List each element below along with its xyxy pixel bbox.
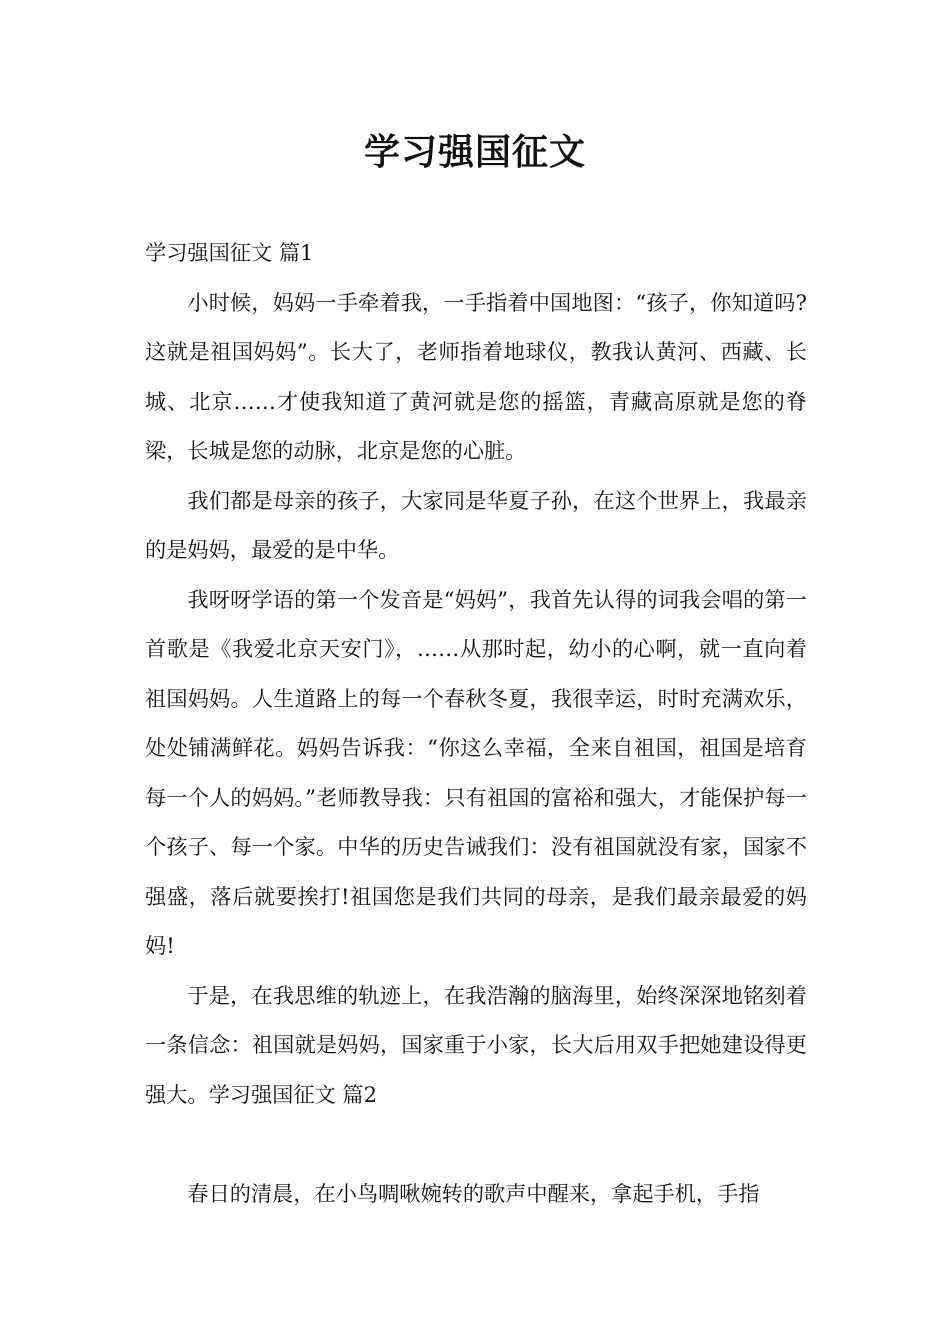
paragraph: 我们都是母亲的孩子，大家同是华夏子孙，在这个世界上，我最亲的是妈妈，最爱的是中华。 <box>145 487 807 562</box>
paragraph: 我呀呀学语的第一个发音是“妈妈”，我首先认得的词我会唱的第一首歌是《我爱北京天安门》，……从那时起，幼小的心啊，就一直向着祖国妈妈。人生道路上的每一个春秋冬夏，我很幸运，时时充满欢乐，处处铺满鲜花。妈妈告诉我：“你这么幸福，全来自祖国，祖国是培育每一个人的妈妈。”老师教导我：只有祖国的富裕和强大，才能保护每一个孩子、每一个家。中华的历史告诫我们：没有祖国就没有家，国家不强盛，落后就要挨打!祖国您是我们共同的母亲，是我们最亲最爱的妈妈! <box>145 586 807 958</box>
paragraph: 春日的清晨，在小鸟啁啾婉转的歌声中醒来，拿起手机，手指 <box>187 1180 760 1206</box>
paragraph: 小时候，妈妈一手牵着我，一手指着中国地图：“孩子，你知道吗?这就是祖国妈妈”。长大了，老师指着地球仪，教我认黄河、西藏、长城、北京……才使我知道了黄河就是您的摇篮，青藏高原就是您的脊梁，长城是您的动脉，北京是您的心脏。 <box>145 289 807 463</box>
document-title: 学习强国征文 <box>363 132 586 173</box>
section-heading: 学习强国征文 篇1 <box>145 240 314 265</box>
blank-line <box>145 1119 807 1169</box>
document-body <box>145 228 807 1218</box>
paragraph: 于是，在我思维的轨迹上，在我浩瀚的脑海里，始终深深地铭刻着一条信念：祖国就是妈妈，国家重于小家，长大后用双手把她建设得更强大。学习强国征文 篇2 <box>145 982 807 1107</box>
